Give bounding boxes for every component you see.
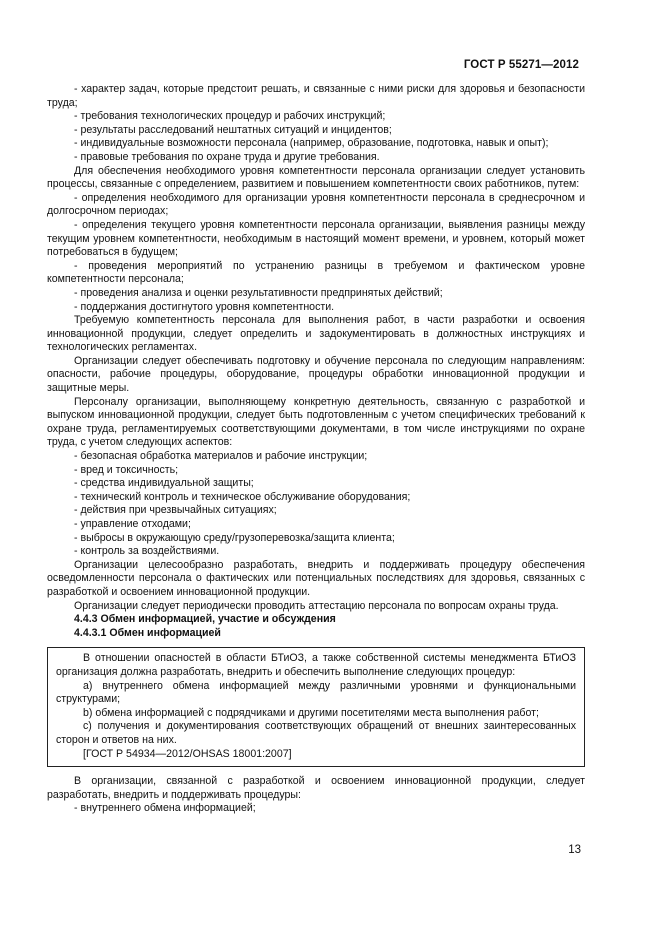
quoted-standard-box bbox=[47, 647, 585, 767]
list-item: - управление отходами; bbox=[74, 518, 191, 530]
list-item: - технический контроль и техническое обслуживание оборудования; bbox=[74, 490, 411, 503]
box-citation: [ГОСТ Р 54934—2012/OHSAS 18001:2007] bbox=[83, 747, 292, 760]
list-item: - контроль за воздействиями. bbox=[74, 545, 220, 558]
list-item: - проведения анализа и оценки результативности предпринятых действий; bbox=[74, 286, 443, 299]
box-list-item: b) обмена информацией с подрядчиками и другими посетителями места выполнения работ; bbox=[83, 706, 539, 719]
standard-number: ГОСТ Р 55271—2012 bbox=[463, 59, 579, 71]
page-number: 13 bbox=[568, 844, 581, 856]
list-item: - внутреннего обмена информацией; bbox=[74, 802, 256, 815]
list-item: - выбросы в окружающую среду/грузоперевозка/защита клиента; bbox=[74, 531, 395, 544]
paragraph: Для обеспечения необходимого уровня компетентности персонала организации следует установить процессы, связанные с определением, развитием и повышением компетентности своих работников, путем: bbox=[47, 164, 585, 191]
section-heading: 4.4.3 Обмен информацией, участие и обсуждения bbox=[74, 613, 336, 626]
paragraph: Требуемую компетентность персонала для выполнения работ, в части разработки и освоения инновационной продукции, следует определить и задокументировать в должностных инструкциях и технологических регламентах. bbox=[47, 314, 585, 354]
box-list-item: с) получения и документирования соответствующих обращений от внешних заинтересованных сторон и ответов на них. bbox=[56, 720, 576, 746]
list-item: - вред и токсичность; bbox=[74, 463, 179, 476]
subsection-heading: 4.4.3.1 Обмен информацией bbox=[74, 626, 221, 639]
list-item: - безопасная обработка материалов и рабочие инструкции; bbox=[74, 450, 368, 463]
paragraph: Организации следует обеспечивать подготовку и обучение персонала по следующим направлениям: опасности, рабочие процедуры, оборудование, процедуры обработки инновационной продукции и защитные меры. bbox=[47, 354, 585, 395]
list-item: - определения необходимого для организации уровня компетентности персонала в среднесрочном и долгосрочном периодах; bbox=[47, 191, 585, 218]
list-item: - определения текущего уровня компетентности персонала организации, выявления разницы между текущим уровнем компетентности, необходимым в настоящий момент времени, и уровнем, который может потребоваться в будущем; bbox=[47, 218, 585, 259]
paragraph: Персоналу организации, выполняющему конкретную деятельность, связанную с разработкой и выпуском инновационной продукции, следует быть подготовленным с учетом специфических требований к охране труда, регламентируемых соответствующими документами, в том числе инструкциями по охране труда, с учетом следующих аспектов: bbox=[47, 395, 585, 449]
list-item: - действия при чрезвычайных ситуациях; bbox=[74, 504, 277, 517]
list-item: - индивидуальные возможности персонала (например, образование, подготовка, навык и опыт); bbox=[74, 137, 549, 150]
paragraph: Организации следует периодически проводить аттестацию персонала по вопросам охраны труда. bbox=[74, 599, 559, 612]
list-item: - проведения мероприятий по устранению разницы в требуемом и фактическом уровне компетентности персонала; bbox=[47, 259, 585, 286]
box-list-item: а) внутреннего обмена информацией между различными уровнями и функциональными структурами; bbox=[56, 679, 576, 706]
list-item: - поддержания достигнутого уровня компетентности. bbox=[74, 300, 335, 313]
box-paragraph: В отношении опасностей в области БТиОЗ, а также собственной системы менеджмента БТиОЗ организация должна разработать, внедрить и обеспечить выполнение следующих процедур: bbox=[56, 652, 576, 678]
paragraph: В организации, связанной с разработкой и освоением инновационной продукции, следует разработать, внедрить и поддерживать процедуры: bbox=[47, 775, 585, 801]
list-item: - средства индивидуальной защиты; bbox=[74, 477, 254, 490]
list-item: - результаты расследований нештатных ситуаций и инцидентов; bbox=[74, 123, 392, 136]
list-item: - характер задач, которые предстоит решать, и связанные с ними риски для здоровья и безопасности труда; bbox=[47, 83, 585, 109]
list-item: - требования технологических процедур и рабочих инструкций; bbox=[74, 110, 386, 123]
list-item: - правовые требования по охране труда и другие требования. bbox=[74, 150, 380, 163]
document-body bbox=[47, 83, 585, 816]
paragraph: Организации целесообразно разработать, внедрить и поддерживать процедуру обеспечения осведомленности персонала о фактических или потенциальных последствиях для здоровья, связанных с разработкой и освоением инновационной продукции. bbox=[47, 558, 585, 598]
